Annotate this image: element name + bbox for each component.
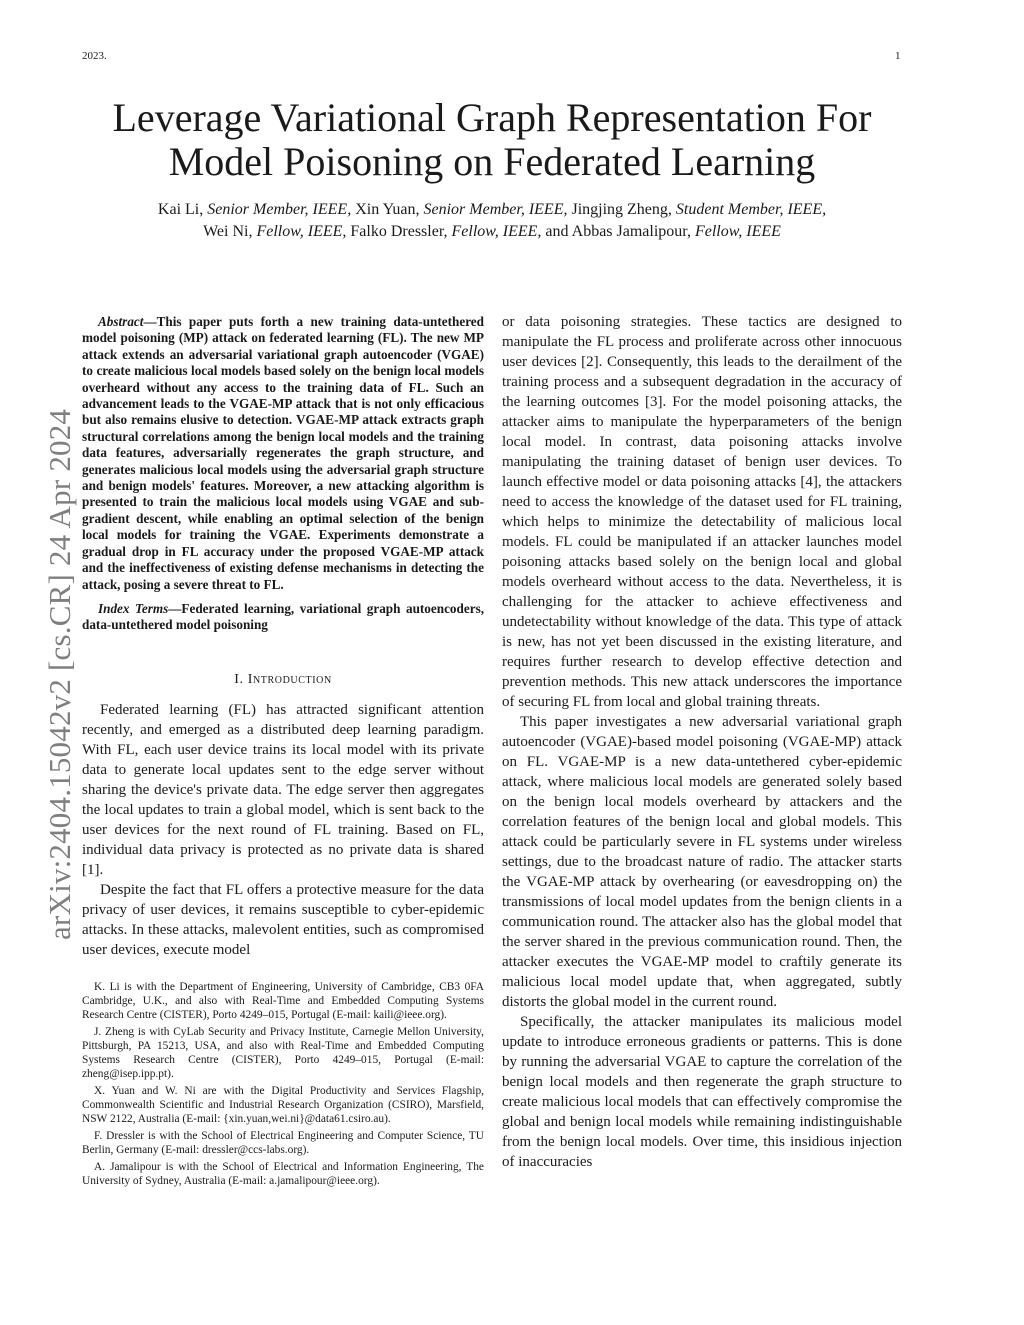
author-list: [40, 199, 944, 243]
arxiv-stamp: arXiv:2404.15042v2 [cs.CR] 24 Apr 2024: [42, 408, 77, 940]
footnote: F. Dressler is with the School of Electrical Engineering and Computer Science, TU Berlin, Germany (E-mail: dressler@ccs-labs.org).: [82, 1129, 484, 1156]
index-terms-label: Index Terms: [98, 600, 169, 616]
author-name: Falko Dressler,: [350, 223, 452, 240]
abstract-text: —This paper puts forth a new training data-untethered model poisoning (MP) attack on federated learning (FL). The new MP attack extends an adversarial variational graph autoencoder (VGAE) to create malicious local models based solely on the benign local models overheard without any access to the training data of FL. Such an advancement leads to the VGAE-MP attack that is not only efficacious but also remains elusive to detection. VGAE-MP attack extracts graph structural correlations among the benign local models and the training data features, adversarially regenerates the graph structure, and generates malicious local models using the adversarial graph structure and benign models' features. Moreover, a new attacking algorithm is presented to train the malicious local models using VGAE and sub-gradient descent, while enabling an optimal selection of the benign local models for training the VGAE. Experiments demonstrate a gradual drop in FL accuracy under the proposed VGAE-MP attack and the ineffectiveness of existing defense mechanisms in detecting the attack, posing a severe threat to FL.: [82, 314, 484, 592]
left-column: [82, 314, 484, 1191]
footnote: A. Jamalipour is with the School of Electrical and Information Engineering, The University of Sydney, Australia (E-mail: a.jamalipour@ieee.org).: [82, 1160, 484, 1187]
footnote: K. Li is with the Department of Engineering, University of Cambridge, CB3 0FA Cambridge, U.K., and also with Real-Time and Embedded Computing Systems Research Centre (CISTER), Porto 4249–015, Portugal (E-mail: kaili@ieee.org).: [82, 980, 484, 1021]
footnote: X. Yuan and W. Ni are with the Digital Productivity and Services Flagship, Commonwealth Scientific and Industrial Research Organization (CSIRO), Marsfield, NSW 2122, Australia (E-mail: {xin.yuan,wei.ni}@data61.csiro.au).: [82, 1084, 484, 1125]
author-role: Fellow, IEEE,: [256, 223, 351, 240]
page-number: 1: [895, 50, 901, 62]
author-name: Jingjing Zheng,: [571, 201, 676, 218]
abstract: [82, 314, 484, 593]
paragraph: This paper investigates a new adversarial variational graph autoencoder (VGAE)-based model poisoning (VGAE-MP) attack on FL. VGAE-MP is a new data-untethered cyber-epidemic attack, where malicious local models are generated solely based on the benign local models overheard by attackers and the correlation features of the benign local and global models. This attack could be particularly severe in FL systems under wireless settings, due to the broadcast nature of radio. The attacker starts the VGAE-MP attack by overhearing (or eavesdropping on) the transmissions of local model updates from the benign clients in a communication round. The attacker also has the global model that the server shared in the previous communication round. Then, the attacker executes the VGAE-MP model to craftily generate its malicious local model update that, when aggregated, subtly distorts the global model in the current round.: [502, 714, 902, 1010]
paragraph: or data poisoning strategies. These tactics are designed to manipulate the FL process and proliferate across other innocuous user devices [2]. Consequently, this leads to the derailment of the training process and a subsequent degradation in the accuracy of the learning outcomes [3]. For the model poisoning attacks, the attacker aims to manipulate the hyperparameters of the benign local model. In contrast, data poisoning attacks involve manipulating the training dataset of benign user devices. To launch effective model or data poisoning attacks [4], the attackers need to access the knowledge of the dataset used for FL training, which helps to minimize the detectability of malicious local models. FL could be manipulated if an attacker launches model poisoning attacks based solely on the benign local and global models overheard without access to the data. Nevertheless, it is challenging for the attacker to achieve effectiveness and undetectability without knowledge of the data. This type of attack is new, has not yet been discussed in the existing literature, and requires further research to develop effective detection and prevention methods. This new attack underscores the importance of securing FL from local and global training threats.: [502, 314, 902, 710]
paper-title: Leverage Variational Graph Representation For Model Poisoning on Federated Learning: [112, 95, 872, 184]
author-name: Wei Ni,: [203, 223, 257, 240]
abstract-label: Abstract: [98, 314, 144, 329]
author-role: Senior Member, IEEE,: [423, 201, 572, 218]
author-name: Xin Yuan,: [355, 201, 424, 218]
paragraph: Despite the fact that FL offers a protective measure for the data privacy of user devices, it remains susceptible to cyber-epidemic attacks. In these attacks, malevolent entities, such as compromised user devices, execute model: [82, 881, 484, 958]
running-header: 2023.: [82, 50, 107, 62]
section-title: Introduction: [247, 671, 332, 687]
author-role: Fellow, IEEE,: [451, 223, 546, 240]
author-role: Student Member, IEEE,: [675, 201, 827, 218]
author-role: Fellow, IEEE: [694, 223, 781, 240]
right-column: [502, 312, 902, 1172]
paragraph: Federated learning (FL) has attracted significant attention recently, and emerged as a distributed deep learning paradigm. With FL, each user device trains its local model with its private data to generate local updates sent to the edge server without sharing the device's private data. The edge server then aggregates the local updates to train a global model, which is sent back to the user devices for the next round of FL training. Based on FL, individual data privacy is protected as no private data is shared [1].: [82, 701, 484, 878]
section-number: I.: [234, 671, 248, 687]
section-heading: [82, 672, 484, 688]
author-name: Kai Li,: [157, 201, 208, 218]
index-terms: [82, 601, 484, 634]
index-terms-text: —Federated learning, variational graph autoencoders, data-untethered model poisoning: [82, 600, 484, 633]
author-role: Senior Member, IEEE,: [207, 201, 356, 218]
footnote: J. Zheng is with CyLab Security and Privacy Institute, Carnegie Mellon University, Pittsburgh, PA 15213, USA, and also with Real-Time and Embedded Computing Systems Research Centre (CISTER), Porto 4249–015, Portugal (E-mail: zheng@isep.ipp.pt).: [82, 1025, 484, 1080]
author-name: and Abbas Jamalipour,: [545, 223, 695, 240]
paragraph: Specifically, the attacker manipulates its malicious model update to introduce erroneous gradients or patterns. This is done by running the adversarial VGAE to capture the correlation of the benign local models and then regenerate the graph structure to create malicious local models that can effectively compromise the global and benign local models while remaining indistinguishable from the benign local models. Over time, this insidious injection of inaccuracies: [502, 1014, 902, 1170]
